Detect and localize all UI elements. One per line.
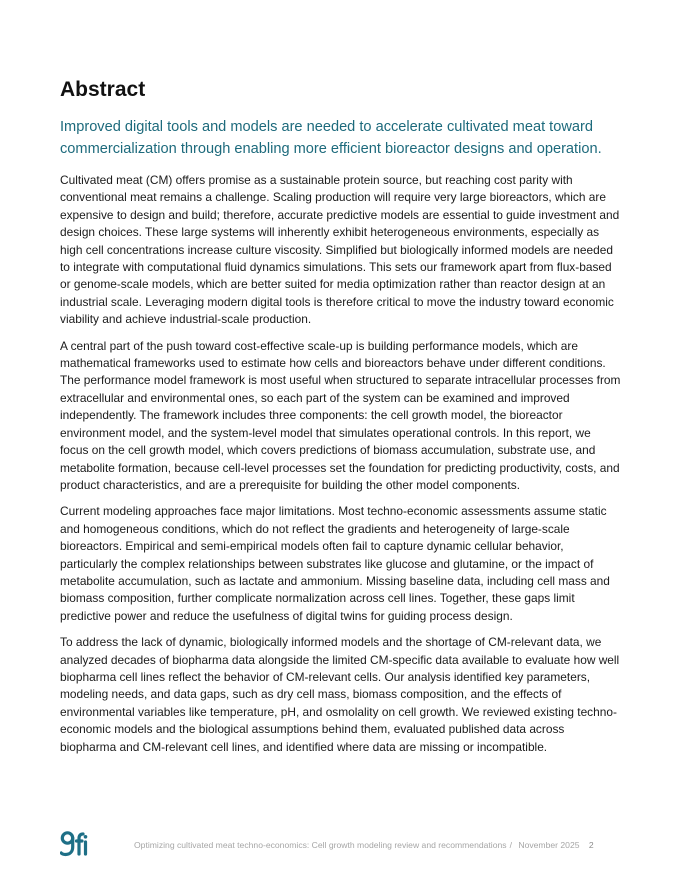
footer-citation bbox=[134, 839, 622, 851]
footer-date: November 2025 bbox=[518, 840, 580, 850]
lead-statement: Improved digital tools and models are needed to accelerate cultivated meat toward commercialization through enabling more efficient bioreactor designs and operation. bbox=[60, 119, 602, 157]
abstract-section bbox=[60, 76, 622, 765]
body-paragraph-3: Current modeling approaches face major limitations. Most techno-economic assessments assume static and homogeneous conditions, which do not reflect the gradients and heterogeneity of large-scale bioreactors. Empirical and semi-empirical models often fail to capture dynamic cellular behavior, particularly the complex relationships between substrates like glucose and glutamine, or the impact of metabolite accumulation, such as lactate and ammonium. Missing baseline data, including cell mass and biomass composition, further complicate normalization across cell lines. Together, these gaps limit predictive power and reduce the usefulness of digital twins for guiding process design. bbox=[60, 504, 610, 623]
section-heading: Abstract bbox=[60, 78, 146, 101]
body-paragraph-4: To address the lack of dynamic, biologically informed models and the shortage of CM-relevant data, we analyzed decades of biopharma data alongside the limited CM-specific data available to evaluate how well biopharma cell lines reflect the behavior of CM-relevant cells. Our analysis identified key parameters, modeling needs, and data gaps, such as dry cell mass, biomass composition, and the effects of environmental variables like temperature, pH, and osmolality on cell growth. We reviewed existing techno-economic models and the biological assumptions behind them, evaluated published data across biopharma and CM-relevant cell lines, and identified where data are missing or incompatible. bbox=[60, 635, 620, 754]
gfi-logo-icon bbox=[60, 830, 88, 860]
footer-separator: / bbox=[509, 840, 512, 850]
body-paragraph-2: A central part of the push toward cost-effective scale-up is building performance models, which are mathematical frameworks used to estimate how cells and bioreactors behave under different conditions. The performance model framework is most useful when structured to separate intracellular processes from extracellular and environmental ones, so each part of the system can be examined and improved independently. The framework includes three components: the cell growth model, the bioreactor environment model, and the system-level model that simulates operational controls. In this report, we focus on the cell growth model, which covers predictions of biomass accumulation, substrate use, and metabolite formation, because cell-level processes set the foundation for predicting productivity, costs, and product characteristics, and are a prerequisite for building the other model components. bbox=[60, 338, 621, 492]
body-paragraph-1: Cultivated meat (CM) offers promise as a sustainable protein source, but reaching cost parity with conventional meat remains a challenge. Scaling production will require very large bioreactors, which are expensive to design and build; therefore, accurate predictive models are essential to guide investment and design choices. These large systems will inherently exhibit heterogeneous environments, especially as high cell concentrations increase culture viscosity. Simplified but biologically informed models are needed to integrate with computational fluid dynamics simulations. This sets our framework apart from flux-based or genome-scale models, which are better suited for media optimization rather than reactor design at an industrial scale. Leveraging modern digital tools is therefore critical to move the industry toward economic viability and achieve industrial-scale production. bbox=[60, 173, 620, 327]
page-footer bbox=[60, 828, 622, 862]
page-number: 2 bbox=[588, 840, 594, 850]
footer-document-title: Optimizing cultivated meat techno-economics: Cell growth modeling review and recommendations bbox=[134, 840, 507, 850]
